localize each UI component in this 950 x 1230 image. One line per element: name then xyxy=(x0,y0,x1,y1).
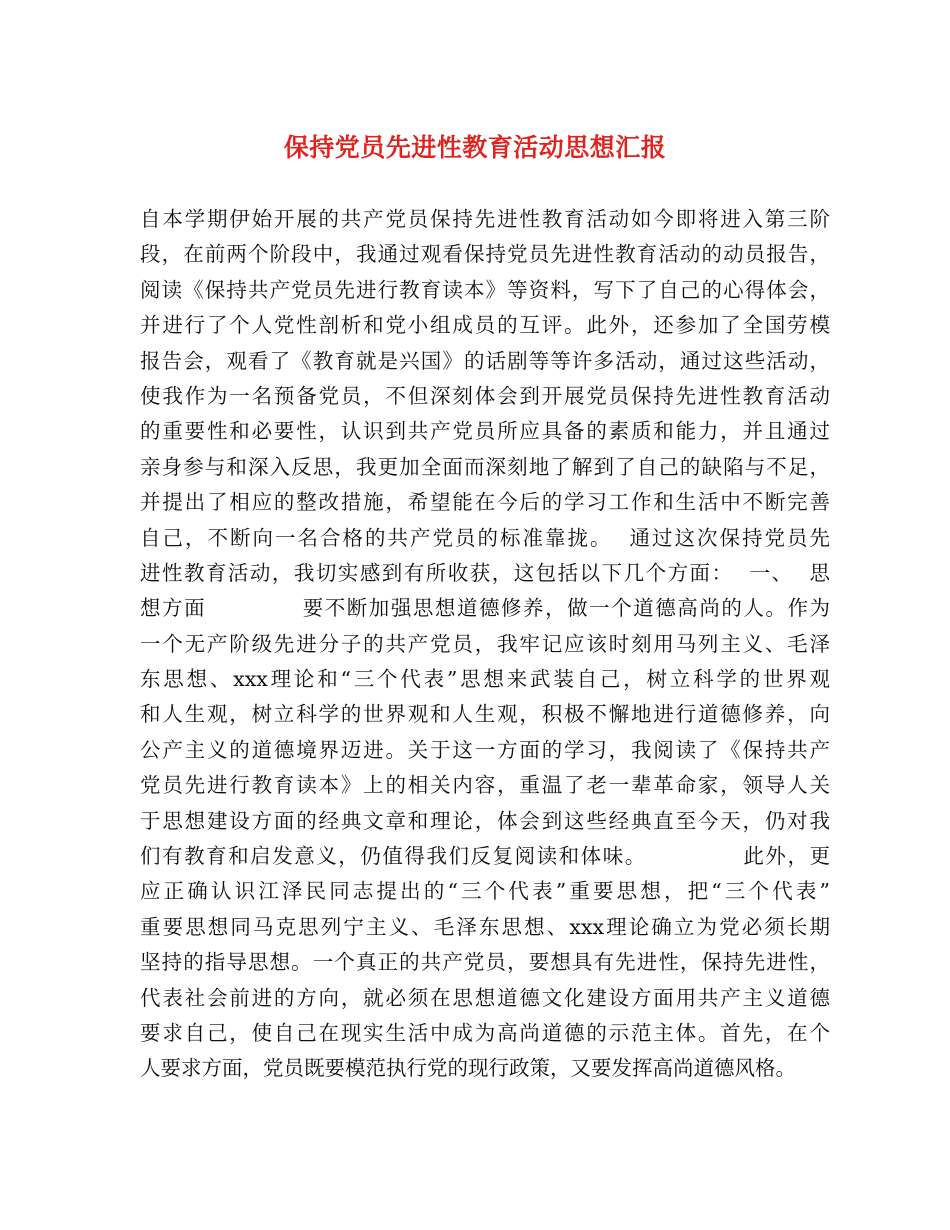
body-line: 亲身参与和深入反思，我更加全面而深刻地了解到了自己的缺陷与不足， xyxy=(140,454,830,479)
body-line: 段，在前两个阶段中，我通过观看保持党员先进性教育活动的动员报告， xyxy=(140,242,830,267)
body-line: 并进行了个人党性剖析和党小组成员的互评。此外，还参加了全国劳模 xyxy=(140,313,830,338)
body-line: 进性教育活动，我切实感到有所收获，这包括以下几个方面： 一、 思 xyxy=(140,560,830,585)
body-line: 阅读《保持共产党员先进行教育读本》等资料，写下了自己的心得体会， xyxy=(140,277,830,302)
body-line: 们有教育和启发意义，仍值得我们反复阅读和体味。 此外，更 xyxy=(140,844,830,869)
body-line: 坚持的指导思想。一个真正的共产党员，要想具有先进性，保持先进性， xyxy=(140,950,830,975)
body-line: 人要求方面，党员既要模范执行党的现行政策，又要发挥高尚道德风格。 xyxy=(140,1056,796,1081)
body-line: 自己，不断向一名合格的共产党员的标准靠拢。 通过这次保持党员先 xyxy=(140,525,830,550)
document-body xyxy=(140,202,830,1087)
document-title: 保持党员先进性教育活动思想汇报 xyxy=(283,133,667,162)
body-line: 代表社会前进的方向，就必须在思想道德文化建设方面用共产主义道德 xyxy=(140,985,830,1010)
body-line: 使我作为一名预备党员，不但深刻体会到开展党员保持先进性教育活动 xyxy=(140,383,830,408)
body-line: 一个无产阶级先进分子的共产党员，我牢记应该时刻用马列主义、毛泽 xyxy=(140,631,830,656)
body-line: 东思想、xxx理论和“三个代表”思想来武装自己，树立科学的世界观 xyxy=(140,667,830,692)
body-line: 于思想建设方面的经典文章和理论，体会到这些经典直至今天，仍对我 xyxy=(140,808,830,833)
body-line: 重要思想同马克思列宁主义、毛泽东思想、xxx理论确立为党必须长期 xyxy=(140,914,830,939)
body-line: 要求自己，使自己在现实生活中成为高尚道德的示范主体。首先，在个 xyxy=(140,1020,830,1045)
body-line: 想方面 要不断加强思想道德修养，做一个道德高尚的人。作为 xyxy=(140,596,830,621)
body-line: 并提出了相应的整改措施，希望能在今后的学习工作和生活中不断完善 xyxy=(140,490,830,515)
body-line: 自本学期伊始开展的共产党员保持先进性教育活动如今即将进入第三阶 xyxy=(140,207,830,231)
body-line: 公产主义的道德境界迈进。关于这一方面的学习，我阅读了《保持共产 xyxy=(140,737,830,762)
body-line: 应正确认识江泽民同志提出的“三个代表”重要思想，把“三个代表” xyxy=(140,879,830,904)
body-line: 和人生观，树立科学的世界观和人生观，积极不懈地进行道德修养，向 xyxy=(140,702,830,727)
body-line: 党员先进行教育读本》上的相关内容，重温了老一辈革命家，领导人关 xyxy=(140,773,830,798)
body-line: 报告会，观看了《教育就是兴国》的话剧等等许多活动，通过这些活动， xyxy=(140,348,830,373)
body-line: 的重要性和必要性，认识到共产党员所应具备的素质和能力，并且通过 xyxy=(140,419,830,444)
